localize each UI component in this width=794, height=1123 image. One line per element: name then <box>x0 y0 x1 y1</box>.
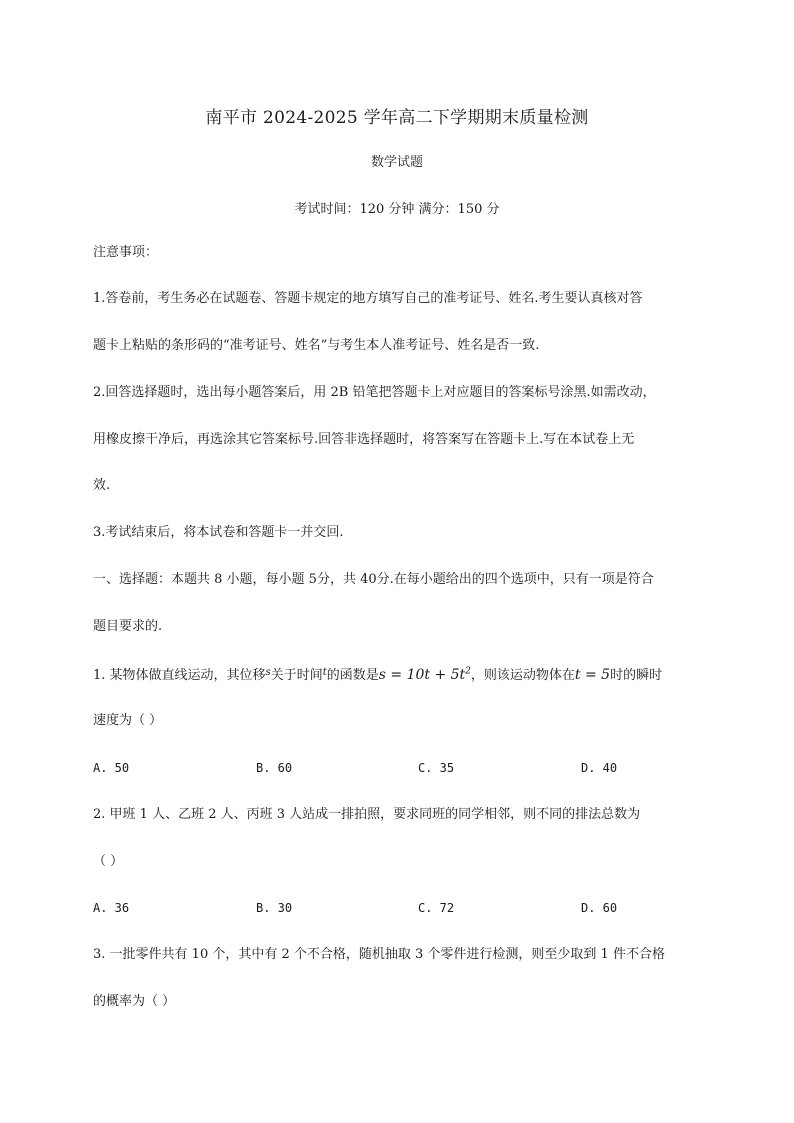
q1-text-a: 1. 某物体做直线运动，其位移 <box>93 668 266 683</box>
notice-heading: 注意事项： <box>93 245 159 260</box>
exam-subtitle: 数学试题 <box>370 155 423 170</box>
q1-text-d: ，则该运动物体在 <box>470 668 575 683</box>
exam-meta: 考试时间：120 分钟 满分：150 分 <box>294 202 500 217</box>
q1-options <box>93 761 705 779</box>
q2-option-a: A. 36 <box>93 901 130 915</box>
notice-item2-line1: 2.回答选择题时，选出每小题答案后，用 2B 铅笔把答题卡上对应题目的答案标号涂黑.如需改动， <box>93 385 656 400</box>
notice-item3: 3.考试结束后，将本试卷和答题卡一并交回. <box>93 525 344 540</box>
q2-option-d: D. 60 <box>581 901 618 915</box>
q1-var-t: t <box>322 667 327 678</box>
q3-line1: 3. 一批零件共有 10 个，其中有 2 个不合格，随机抽取 3 个零件进行检测，则至少取到 1 件不合格 <box>93 947 665 962</box>
notice-item1-line1: 1.答卷前，考生务必在试题卷、答题卡规定的地方填写自己的准考证号、姓名.考生要认真核对答 <box>93 291 643 306</box>
q1-text-b: 关于时间 <box>270 668 323 683</box>
notice-item2-line3: 效. <box>93 478 111 493</box>
q1-line2: 速度为（ ） <box>93 713 163 728</box>
exam-title: 南平市 2024-2025 学年高二下学期期末质量检测 <box>205 108 589 128</box>
section1-line1: 一、选择题：本题共 8 小题，每小题 5分，共 40分.在每小题给出的四个选项中，只有一项是符合 <box>93 572 654 587</box>
q1-text-c: 的函数是 <box>326 668 379 683</box>
q1-formula-exponent: 2 <box>465 666 471 677</box>
q1-option-a: A. 50 <box>93 761 130 775</box>
q3-line2: 的概率为（ ） <box>93 994 176 1009</box>
q2-line2: （ ） <box>93 854 124 869</box>
q2-option-b: B. 30 <box>256 901 293 915</box>
q2-line1: 2. 甲班 1 人、乙班 2 人、丙班 3 人站成一排拍照，要求同班的同学相邻，则不同的排法总数为 <box>93 807 641 822</box>
section1-line2: 题目要求的. <box>93 619 163 634</box>
q1-option-c: C. 35 <box>418 761 455 775</box>
q1-line1 <box>93 666 705 686</box>
q1-option-d: D. 40 <box>581 761 618 775</box>
q2-options <box>93 901 705 919</box>
q1-text-e: 时的瞬时 <box>610 668 663 683</box>
q1-formula: $s = 10t + 5t^2$ <box>378 666 471 683</box>
q1-option-b: B. 60 <box>256 761 293 775</box>
q1-condition: t = 5 <box>574 667 611 683</box>
q2-option-c: C. 72 <box>418 901 455 915</box>
notice-item2-line2: 用橡皮擦干净后，再选涂其它答案标号.回答非选择题时，将答案写在答题卡上.写在本试卷上无 <box>93 432 635 447</box>
notice-item1-line2: 题卡上粘贴的条形码的“准考证号、姓名”与考生本人准考证号、姓名是否一致. <box>93 338 540 353</box>
q1-var-s: s <box>265 667 271 678</box>
